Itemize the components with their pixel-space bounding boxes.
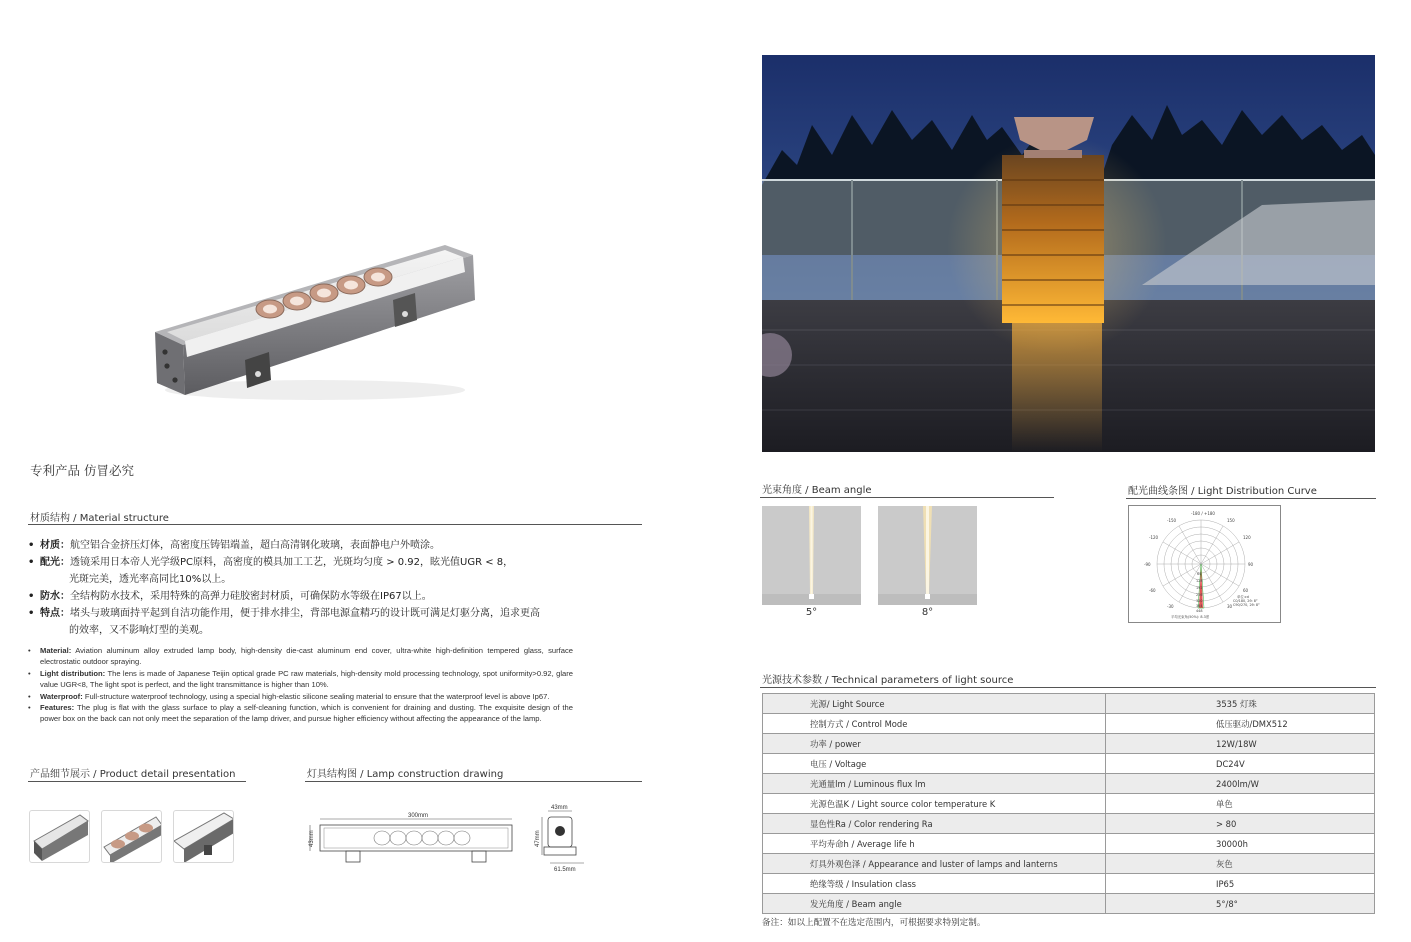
curve-label-right-upper: 150 — [1227, 518, 1235, 523]
application-photo — [762, 55, 1375, 452]
table-row — [763, 694, 1375, 714]
param-value: 2400lm/W — [1106, 774, 1375, 794]
curve-radial-value: 320 — [1196, 599, 1203, 603]
curve-label-left-mid-upper: -120 — [1149, 535, 1159, 540]
curve-radial-value: 128 — [1196, 579, 1203, 583]
param-label: 平均寿命h / Average life h — [763, 834, 1106, 854]
customization-note: 备注：如以上配置不在选定范围内，可根据要求特别定制。 — [762, 918, 986, 928]
table-row — [763, 834, 1375, 854]
detail-thumbnail-endcap[interactable] — [29, 810, 90, 863]
material-section-title: 材质结构 / Material structure — [30, 513, 169, 524]
detail-section-divider — [28, 781, 246, 782]
param-label: 显色性Ra / Color rendering Ra — [763, 814, 1106, 834]
drawing-length-label: 300mm — [408, 813, 429, 819]
curve-label-left-bottom: -30 — [1167, 604, 1174, 609]
param-label: 光源/ Light Source — [763, 694, 1106, 714]
beam-angle-8-diagram — [878, 506, 977, 605]
en-feature-item: • Material: Aviation aluminum alloy extruded lamp body, high-density die-cast aluminum end cover, ultra-white high-definition tempered glass, surface electrostatic outdoor spraying. — [28, 646, 573, 667]
light-distribution-curve — [1128, 505, 1281, 623]
curve-legend-line2: C90/270, 2θ: 8° — [1233, 603, 1260, 607]
product-image — [145, 220, 485, 420]
curve-label-top: -180 / +180 — [1191, 511, 1215, 516]
table-row — [763, 714, 1375, 734]
curve-legend-line1: C0/180, 2θ: 8° — [1233, 599, 1258, 603]
params-section-title: 光源技术参数 / Technical parameters of light source — [762, 675, 1014, 686]
beam-section-title: 光束角度 / Beam angle — [762, 485, 872, 496]
table-row — [763, 754, 1375, 774]
param-value: 5°/8° — [1106, 894, 1375, 914]
table-row — [763, 874, 1375, 894]
param-value: 3535 灯珠 — [1106, 694, 1375, 714]
curve-radial-value: 64 — [1197, 572, 1202, 576]
cn-feature-item: • 防水：全结构防水技术，采用特殊的高弹力硅胶密封材质，可确保防水等级在IP67以上。 — [28, 591, 432, 602]
param-value: > 80 — [1106, 814, 1375, 834]
en-feature-item: • Light distribution: The lens is made of Japanese Teijin optical grade PC raw materials, high-density mold processing technology, spot uniformity>0.92, glare value UGR<8, The light spot is perfect, and the light transmittance is higher than 10%. — [28, 668, 573, 690]
param-label: 绝缘等级 / Insulation class — [763, 874, 1106, 894]
curve-label-right: 90 — [1248, 562, 1254, 567]
curve-label-left: -90 — [1144, 562, 1151, 567]
en-feature-item: • Features: The plug is flat with the glass surface to play a self-cleaning function, which is convenient for draining and dusting. The exquisite design of the power box on the back can not only meet the separation of the lamp driver, and pursue higher efficiency without affecting the appearance of the lamp. — [28, 703, 573, 724]
cn-feature-item-continuation: 光斑完美，透光率高同比10%以上。 — [69, 574, 232, 585]
param-label: 光通量lm / Luminous flux lm — [763, 774, 1106, 794]
curve-label-right-lower: 60 — [1243, 588, 1249, 593]
params-section-divider — [760, 687, 1376, 688]
beam-angle-5-label: 5° — [805, 607, 818, 618]
curve-label-left-lower: -60 — [1149, 588, 1156, 593]
lamp-construction-drawing — [302, 803, 602, 873]
param-value: 单色 — [1106, 794, 1375, 814]
param-value: 12W/18W — [1106, 734, 1375, 754]
curve-label-right-mid-upper: 120 — [1243, 535, 1251, 540]
curve-section-title: 配光曲线条图 / Light Distribution Curve — [1128, 486, 1317, 497]
param-value: 灰色 — [1106, 854, 1375, 874]
curve-label-left-upper: -150 — [1167, 518, 1177, 523]
detail-section-title: 产品细节展示 / Product detail presentation — [30, 769, 236, 780]
cn-feature-list — [28, 537, 628, 639]
table-row — [763, 774, 1375, 794]
table-row — [763, 794, 1375, 814]
param-label: 功率 / power — [763, 734, 1106, 754]
material-section-divider — [28, 524, 642, 525]
drawing-side-height-label: 47mm — [535, 830, 541, 847]
curve-radial-value: 192 — [1196, 586, 1203, 590]
curve-radial-value: 448 — [1196, 609, 1203, 613]
beam-angle-8-label: 8° — [921, 607, 934, 618]
curve-legend-title: 单位:cd — [1237, 595, 1249, 599]
detail-thumbnail-leds[interactable] — [101, 810, 162, 863]
param-value: 低压驱动/DMX512 — [1106, 714, 1375, 734]
param-label: 控制方式 / Control Mode — [763, 714, 1106, 734]
cn-feature-item: • 配光：透镜采用日本帝人光学级PC原料，高密度的模具加工工艺，光斑均匀度 > 0.92，眩光值UGR < 8， — [28, 557, 514, 568]
curve-radial-value: 384 — [1196, 604, 1203, 608]
param-label: 发光角度 / Beam angle — [763, 894, 1106, 914]
param-label: 光源色温K / Light source color temperature K — [763, 794, 1106, 814]
beam-section-divider — [760, 497, 1054, 498]
curve-section-divider — [1126, 498, 1376, 499]
cn-feature-item: • 材质：航空铝合金挤压灯体，高密度压铸铝端盖，超白高清钢化玻璃，表面静电户外喷涂。 — [28, 540, 440, 551]
table-row — [763, 814, 1375, 834]
table-row — [763, 734, 1375, 754]
param-value: DC24V — [1106, 754, 1375, 774]
drawing-side-width-label: 43mm — [551, 805, 568, 811]
drawing-section-title: 灯具结构图 / Lamp construction drawing — [307, 769, 504, 780]
param-label: 灯具外观色泽 / Appearance and luster of lamps and lanterns — [763, 854, 1106, 874]
curve-radial-value: 256 — [1196, 593, 1203, 597]
detail-thumbnail-side[interactable] — [173, 810, 234, 863]
table-row — [763, 854, 1375, 874]
cn-feature-item-continuation: 的效率，又不影响灯型的美观。 — [69, 625, 209, 636]
drawing-height-label: 43mm — [309, 830, 315, 847]
drawing-section-divider — [305, 781, 642, 782]
en-feature-list — [28, 645, 573, 725]
en-feature-item: • Waterproof: Full-structure waterproof technology, using a special high-elastic silicone sealing material to ensure that the waterproof level is above Ip67. — [28, 691, 550, 701]
param-value: IP65 — [1106, 874, 1375, 894]
curve-label-right-bottom: 30 — [1227, 604, 1233, 609]
param-label: 电压 / Voltage — [763, 754, 1106, 774]
curve-footer: 平均光束角(50%): 8.3度 — [1171, 615, 1210, 619]
cn-feature-item: • 特点：堵头与玻璃面持平起到自洁功能作用，便于排水排尘，背部电源盒精巧的设计既可满足灯驱分离，追求更高 — [28, 608, 540, 619]
table-row — [763, 894, 1375, 914]
drawing-side-base-label: 61.5mm — [554, 867, 576, 873]
param-value: 30000h — [1106, 834, 1375, 854]
slogan: 专利产品 仿冒必究 — [30, 463, 134, 478]
beam-angle-5-diagram — [762, 506, 861, 605]
technical-parameters-table — [762, 693, 1375, 914]
